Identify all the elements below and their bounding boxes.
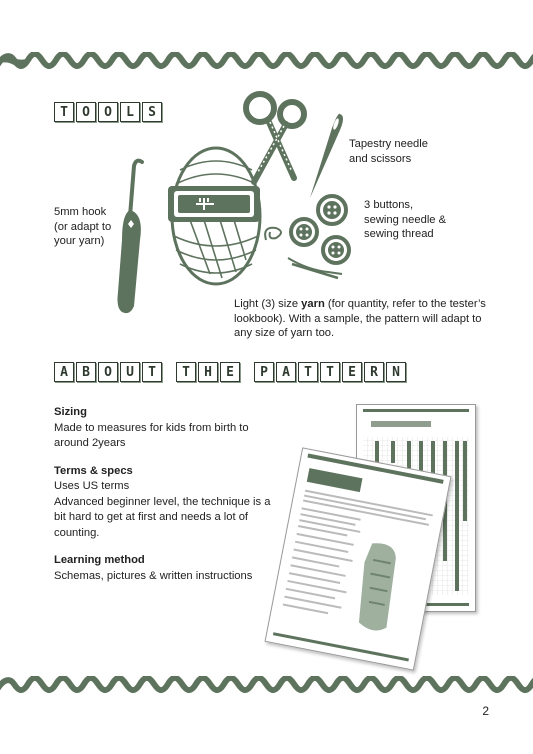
method-text: Schemas, pictures & written instructions xyxy=(54,569,253,582)
title-letter: R xyxy=(364,362,384,382)
page-number: 2 xyxy=(482,704,489,718)
title-letter: S xyxy=(142,102,162,122)
buttons-label: 3 buttons, sewing needle & sewing thread xyxy=(364,199,447,240)
title-space xyxy=(164,362,174,382)
title-letter: P xyxy=(254,362,274,382)
method-heading: Learning method xyxy=(54,554,145,566)
instructions-page-preview xyxy=(265,447,452,670)
bottom-wave-border-icon xyxy=(0,676,533,698)
top-wave-border-icon xyxy=(0,52,533,74)
yarn-label-bold: yarn xyxy=(301,298,325,310)
title-letter: O xyxy=(76,102,96,122)
title-letter: T xyxy=(176,362,196,382)
about-section xyxy=(54,405,272,584)
title-letter: H xyxy=(198,362,218,382)
needle-icon xyxy=(300,110,350,202)
title-letter: O xyxy=(98,362,118,382)
needle-label: Tapestry needle and scissors xyxy=(349,138,428,165)
terms-line1: Uses US terms xyxy=(54,480,130,492)
tools-title xyxy=(54,102,162,122)
yarn-label-pre: Light (3) size xyxy=(234,298,302,310)
title-letter: T xyxy=(142,362,162,382)
terms-heading: Terms & specs xyxy=(54,464,133,477)
title-letter: T xyxy=(54,102,74,122)
button-icon xyxy=(262,194,358,284)
title-letter: T xyxy=(298,362,318,382)
yarn-label-post: (for quantity, refer to the tester’s lookbook). With a sample, the pattern will adapt to any size of yarn too. xyxy=(234,298,486,339)
sizing-heading: Sizing xyxy=(54,406,87,418)
yarn-label xyxy=(234,297,488,341)
instructions-page-icon xyxy=(266,448,451,669)
title-letter: A xyxy=(54,362,74,382)
title-letter: U xyxy=(120,362,140,382)
terms-line2: Advanced beginner level, the technique is a bit hard to get at first and needs a lot of counting. xyxy=(54,495,271,539)
title-letter: L xyxy=(120,102,140,122)
title-letter: O xyxy=(98,102,118,122)
title-letter: A xyxy=(276,362,296,382)
sizing-text: Made to measures for kids from birth to around 2years xyxy=(54,421,249,449)
title-space xyxy=(242,362,252,382)
title-letter: T xyxy=(320,362,340,382)
title-letter: B xyxy=(76,362,96,382)
title-letter: E xyxy=(220,362,240,382)
about-title xyxy=(54,362,406,382)
hook-label: 5mm hook (or adapt to your yarn) xyxy=(54,206,112,247)
title-letter: E xyxy=(342,362,362,382)
title-letter: N xyxy=(386,362,406,382)
